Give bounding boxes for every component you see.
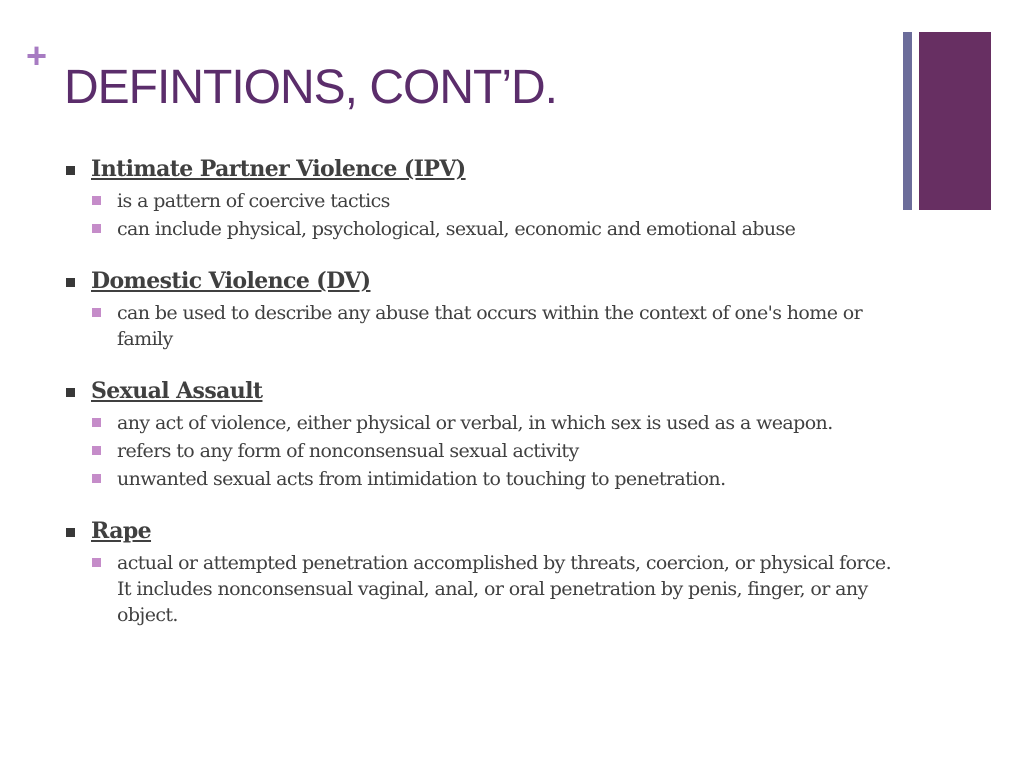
list-item-text: can be used to describe any abuse that occurs within the context of one's home or family: [117, 302, 863, 350]
section-dv: [66, 266, 906, 352]
section-ipv: [66, 154, 906, 242]
list-item: [92, 216, 906, 242]
square-bullet-icon: [92, 558, 101, 567]
square-bullet-icon: [92, 446, 101, 455]
square-bullet-icon: [92, 474, 101, 483]
list-item: [92, 550, 906, 628]
square-bullet-icon: [92, 418, 101, 427]
plus-icon: +: [26, 35, 48, 76]
level1-item: [66, 376, 906, 406]
square-bullet-icon: [66, 278, 75, 287]
section-rape: [66, 516, 906, 628]
section-heading: Rape: [91, 518, 152, 544]
list-item: [92, 438, 906, 464]
list-item: [92, 410, 906, 436]
square-bullet-icon: [66, 528, 75, 537]
list-item-text: refers to any form of nonconsensual sexual activity: [117, 440, 579, 462]
level1-item: [66, 154, 906, 184]
section-heading: Domestic Violence (DV): [91, 268, 371, 294]
list-item: [92, 466, 906, 492]
level1-item: [66, 516, 906, 546]
level1-item: [66, 266, 906, 296]
list-item-text: any act of violence, either physical or verbal, in which sex is used as a weapon.: [117, 412, 833, 434]
slide-title: DEFINTIONS, CONT’D.: [64, 61, 557, 114]
list-item-text: is a pattern of coercive tactics: [117, 190, 390, 212]
decorative-bar-thick: [919, 32, 991, 210]
list-item: [92, 300, 906, 352]
list-item-text: can include physical, psychological, sexual, economic and emotional abuse: [117, 218, 796, 240]
square-bullet-icon: [92, 308, 101, 317]
section-heading: Intimate Partner Violence (IPV): [91, 156, 466, 182]
list-item: [92, 188, 906, 214]
list-item-text: unwanted sexual acts from intimidation to touching to penetration.: [117, 468, 726, 490]
section-sexual-assault: [66, 376, 906, 492]
section-heading: Sexual Assault: [91, 378, 263, 404]
square-bullet-icon: [92, 196, 101, 205]
square-bullet-icon: [66, 388, 75, 397]
content-area: [66, 154, 906, 652]
square-bullet-icon: [66, 166, 75, 175]
list-item-text: actual or attempted penetration accomplished by threats, coercion, or physical force. It includes nonconsensual vaginal, anal, or oral penetration by penis, finger, or any object.: [117, 552, 892, 626]
square-bullet-icon: [92, 224, 101, 233]
